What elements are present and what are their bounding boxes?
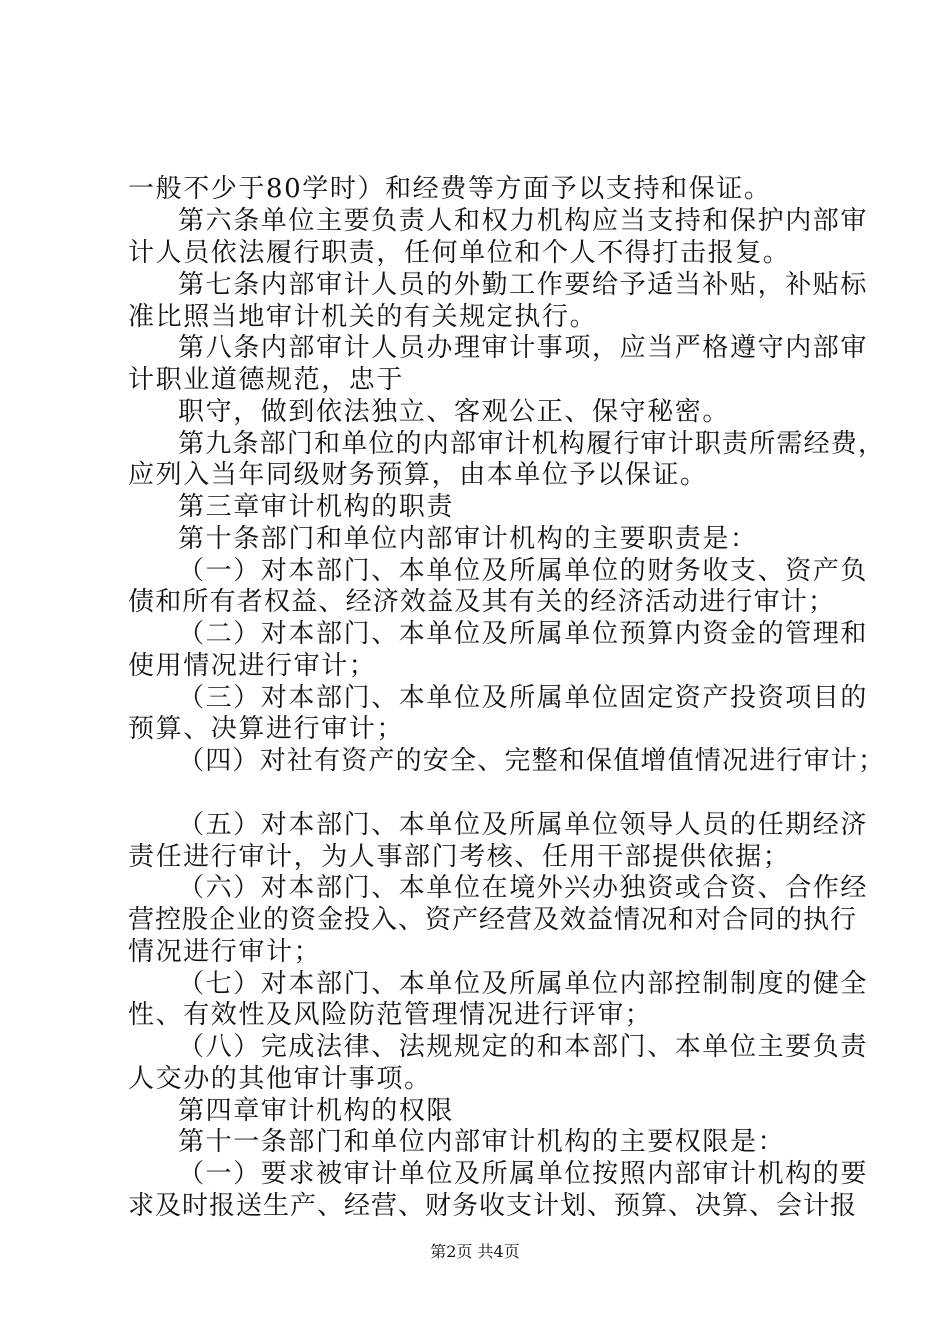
section-heading-4: 第四章审计机构的权限 — [178, 1096, 455, 1126]
text-line-31: （一）要求被审计单位及所属单位按照内部审计机构的要 — [178, 1159, 869, 1189]
text-line-4: 第七条内部审计人员的外勤工作要给予适当补贴，补贴标 — [178, 270, 869, 300]
text-line-9: 第九条部门和单位的内部审计机构履行审计职责所需经费， — [178, 429, 886, 459]
page-footer: 第2页 共4页 — [430, 1242, 520, 1261]
text-line-10: 应列入当年同级财务预算，由本单位予以保证。 — [128, 460, 708, 490]
text-line-30: 第十一条部门和单位内部审计机构的主要权限是： — [178, 1127, 786, 1157]
text-line-25: （七）对本部门、本单位及所属单位内部控制制度的健全 — [178, 969, 869, 999]
text-line-20: （五）对本部门、本单位及所属单位领导人员的任期经济 — [178, 810, 869, 840]
text-line-14: 债和所有者权益、经济效益及其有关的经济活动进行审计； — [128, 587, 836, 617]
text-line-13: （一）对本部门、本单位及所属单位的财务收支、资产负 — [178, 556, 869, 586]
text-line-6: 第八条内部审计人员办理审计事项，应当严格遵守内部审 — [178, 333, 869, 363]
text-line-19: （四）对社有资产的安全、完整和保值增值情况进行审计； — [178, 746, 886, 776]
text-line-28: 人交办的其他审计事项。 — [128, 1064, 432, 1094]
text-line-3: 计人员依法履行职责，任何单位和个人不得打击报复。 — [128, 238, 791, 268]
text-line-15: （二）对本部门、本单位及所属单位预算内资金的管理和 — [178, 619, 869, 649]
text-line-12: 第十条部门和单位内部审计机构的主要职责是： — [178, 524, 758, 554]
text-line-26: 性、有效性及风险防范管理情况进行评审； — [128, 1000, 653, 1030]
text-line-32: 求及时报送生产、经营、财务收支计划、预算、决算、会计报 — [128, 1191, 858, 1221]
text-line-5: 准比照当地审计机关的有关规定执行。 — [128, 302, 598, 332]
text-line-1: 一般不少于80学时）和经费等方面予以支持和保证。 — [128, 174, 772, 204]
section-heading-3: 第三章审计机构的职责 — [178, 492, 455, 522]
text-line-27: （八）完成法律、法规规定的和本部门、本单位主要负责 — [178, 1032, 869, 1062]
text-line-16: 使用情况进行审计； — [128, 651, 377, 681]
text-line-24: 情况进行审计； — [128, 937, 322, 967]
text-line-8: 职守，做到依法独立、客观公正、保守秘密。 — [178, 397, 731, 427]
text-line-22: （六）对本部门、本单位在境外兴办独资或合资、合作经 — [178, 873, 869, 903]
text-line-7: 计职业道德规范，忠于 — [128, 365, 405, 395]
text-line-23: 营控股企业的资金投入、资产经营及效益情况和对合同的执行 — [128, 905, 858, 935]
text-line-21: 责任进行审计，为人事部门考核、任用干部提供依据； — [128, 842, 791, 872]
text-line-2: 第六条单位主要负责人和权力机构应当支持和保护内部审 — [178, 206, 869, 236]
text-line-17: （三）对本部门、本单位及所属单位固定资产投资项目的 — [178, 683, 869, 713]
text-line-18: 预算、决算进行审计； — [128, 714, 405, 744]
